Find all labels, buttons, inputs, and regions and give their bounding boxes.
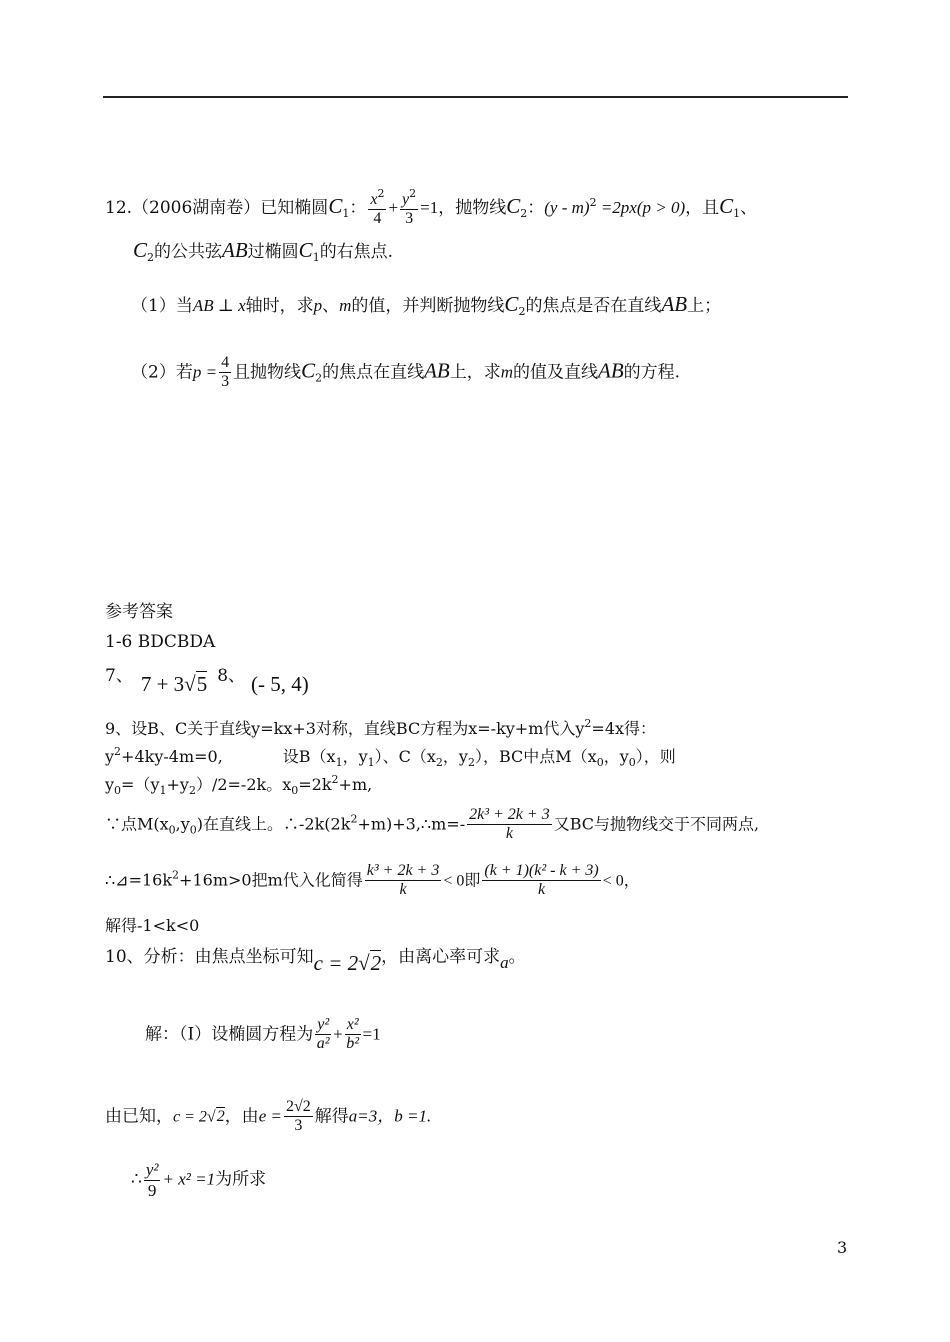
q8-value: (- 5, 4): [251, 672, 309, 696]
problem-12-line-1: 12.（2006湖南卷）已知椭圆$C_1$： $\frac{x^2}{4}$ + $\frac{y^2}{3}$ =1，抛物线$C_2$：(y - m)$^2$ =2px(p > 0)，且$C_1$、: [105, 187, 758, 228]
q10-line-1: 10、分析：由焦点坐标可知c = 2√2，由离心率可求a。: [105, 947, 526, 975]
ellipse-x-fraction: $\frac{x^2}{4}$: [370, 187, 385, 228]
ellipse-y-a-fraction: $\frac{\text{y²}}{\text{a²}}$: [316, 1016, 330, 1053]
c-value-small: c = 2√2: [173, 1108, 225, 1126]
q9-line-5: $\therefore⊿=16k^2+16m>0$把m代入化简得 $\frac{\text{k³ + 2k + 3}}{k}$ < 0即 $\frac{\text{(k + 1)(k² - k + 3)}}{k}$ < 0，: [105, 862, 640, 899]
problem-12-line-2: $C_2$的公共弦AB过椭圆$C_1$的右焦点.: [133, 238, 394, 264]
q9-line-1: 9、设B、C关于直线y=kx+3对称，直线BC方程为x=-ky+m代入$y^2=4x$得：: [105, 717, 657, 738]
page-number: 3: [837, 1238, 848, 1257]
q9-line-4: ∵点$M(x_0,y_0)$在直线上。$\therefore-2k(2k^2+m)+3,\therefore m=-$ $\frac{\text{2k³ + 2k + 3}}{k}$ 又BC与抛物线交于不同两点,: [105, 806, 760, 843]
result-fraction: $\frac{\text{y²}}{9}$: [145, 1160, 159, 1200]
c-value: c = 2√2: [313, 951, 382, 975]
header-rule: [103, 96, 848, 98]
factored-fraction: $\frac{\text{(k + 1)(k² - k + 3)}}{k}$: [484, 862, 599, 899]
p-fraction: $\frac{4}{3}$: [221, 354, 230, 391]
ellipse-y-fraction: $\frac{y^2}{3}$: [402, 187, 417, 228]
q7-value: 7 + 3√5: [140, 672, 208, 696]
q10-line-2: 解：（Ⅰ）设椭圆方程为 $\frac{\text{y²}}{\text{a²}}$ + $\frac{\text{x²}}{\text{b²}}$ =1: [145, 1016, 381, 1053]
q10-line-4: ∴ $\frac{\text{y²}}{9}$ + x² =1为所求: [131, 1160, 267, 1200]
simplified-fraction: $\frac{\text{k³ + 2k + 3}}{k}$: [366, 862, 440, 899]
eccentricity-fraction: $\frac{2√2}{3}$: [285, 1098, 311, 1135]
answers-1-6: 1-6 BDCBDA: [105, 632, 216, 652]
q10-line-3: 由已知，c = 2√2，由e = $\frac{2√2}{3}$ 解得a=3，b =1.: [105, 1098, 432, 1135]
m-fraction: $\frac{\text{2k³ + 2k + 3}}{k}$: [469, 806, 550, 843]
problem-12-part-1: （1）当AB ⊥ x轴时，求p、m的值，并判断抛物线$C_2$的焦点是否在直线AB上；: [131, 292, 722, 318]
answers-heading: 参考答案: [105, 602, 173, 622]
q9-line-2: $y^2+4ky-4m=0$, 设$B(x_1$，$y_1$）、$C(x_2$，$y_2$），BC中点$M(x_0$，$y_0$），则: [105, 745, 676, 769]
q9-line-3: $y_0=(y_1+y_2)/2=-2k$。$x_0=2k^2+m$,: [105, 773, 373, 797]
ellipse-x-b-fraction: $\frac{\text{x²}}{\text{b²}}$: [346, 1016, 360, 1053]
q9-line-6: 解得-1<k<0: [105, 916, 200, 935]
problem-12-part-2: （2）若p = $\frac{4}{3}$ 且抛物线$C_2$的焦点在直线AB上，求m的值及直线AB的方程.: [131, 354, 681, 391]
answers-7-8: 7、 7 + 3√5 8、 (- 5, 4): [105, 666, 309, 696]
